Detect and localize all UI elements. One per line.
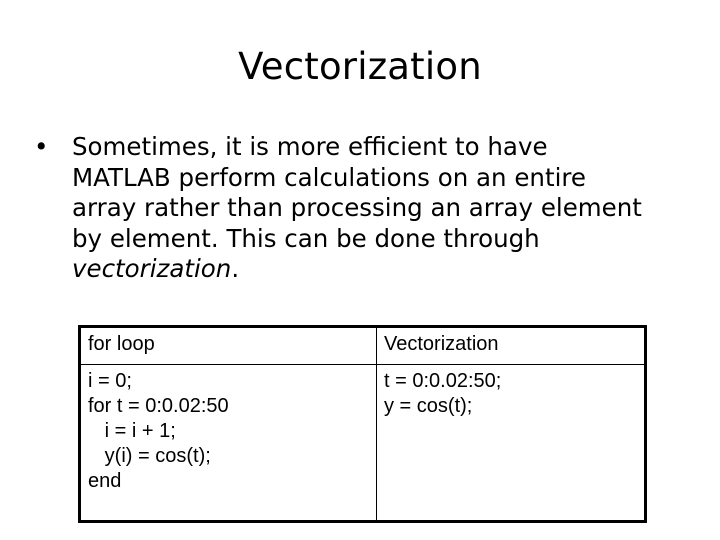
bullet-line: Sometimes, it is more efficient to have: [72, 132, 548, 161]
bullet-line: array rather than processing an array element: [72, 193, 642, 222]
table-code-row: [80, 365, 646, 522]
code-line: i = 0;: [88, 370, 132, 392]
bullet-line: MATLAB perform calculations on an entire: [72, 162, 586, 192]
vectorization-term: vectorization: [72, 254, 232, 283]
vectorization-code-cell: [377, 365, 646, 522]
code-line: i = i + 1;: [88, 420, 176, 442]
code-line: end: [88, 470, 122, 492]
bullet-line: by element. This can be done through: [72, 223, 540, 253]
code-line: y(i) = cos(t);: [88, 445, 211, 467]
code-line: for t = 0:0.02:50: [88, 395, 229, 417]
table-header-row: [80, 327, 646, 365]
for-loop-code-cell: [80, 365, 377, 522]
code-line: t = 0:0.02:50;: [384, 370, 502, 392]
slide-title: Vectorization: [238, 45, 482, 88]
bullet-point: [34, 132, 694, 285]
bullet-text: [72, 132, 694, 285]
bullet-line-last: [72, 254, 694, 285]
header-for-loop: for loop: [80, 327, 377, 365]
comparison-table: [78, 325, 647, 523]
sentence-period: .: [231, 254, 240, 283]
header-vectorization: Vectorization: [377, 327, 646, 365]
code-line: y = cos(t);: [384, 395, 473, 417]
bullet-marker: •: [34, 132, 49, 161]
